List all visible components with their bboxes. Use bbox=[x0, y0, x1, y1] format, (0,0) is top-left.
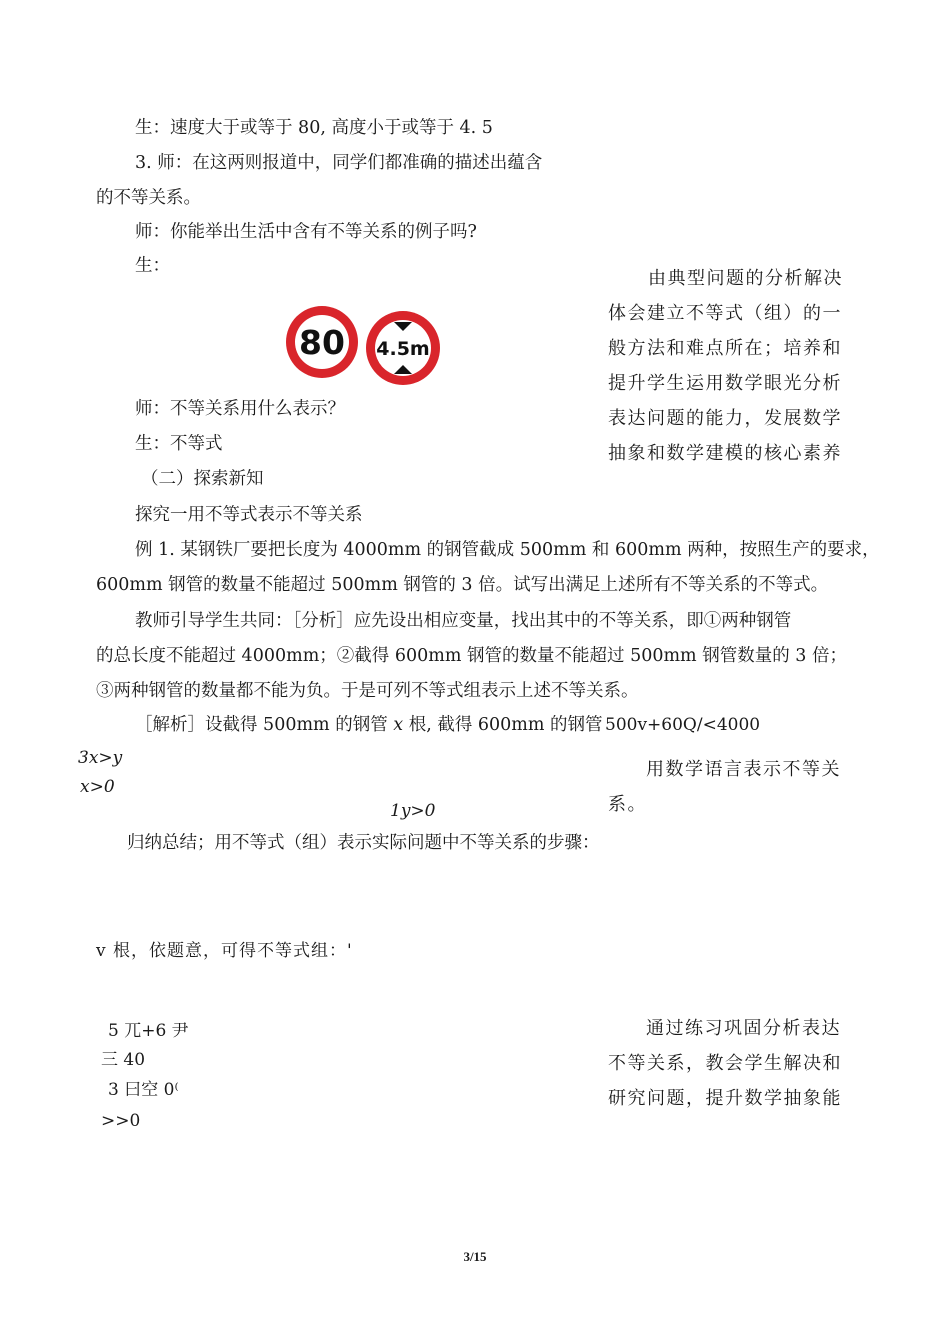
side-note-2-line: 系。 bbox=[608, 794, 647, 815]
example-1-line-2: 600mm 钢管的数量不能超过 500mm 钢管的 3 倍。试写出满足上述所有不等关系的不等式。 bbox=[96, 575, 829, 595]
summary-line: 归纳总结；用不等式（组）表示实际问题中不等关系的步骤： bbox=[127, 833, 600, 853]
side-note-1-line: 提升学生运用数学眼光分析 bbox=[608, 373, 842, 394]
example-1-line-1: 例 1. 某钢铁厂要把长度为 4000mm 的钢管截成 500mm 和 600mm 两种，按照生产的要求， bbox=[135, 540, 880, 560]
solution-line bbox=[135, 714, 603, 736]
exercise-eq-4: >>0 bbox=[101, 1111, 141, 1131]
math-x-gt-0: x>0 bbox=[80, 777, 115, 797]
side-note-design-intent bbox=[608, 261, 858, 471]
garbled-inequality-intro: v 根，依题意，可得不等式组：' bbox=[96, 941, 353, 961]
side-note-1-line: 体会建立不等式（组）的一 bbox=[608, 303, 842, 324]
line-student: 生： bbox=[135, 256, 170, 276]
analysis-line-3: ③两种钢管的数量都不能为负。于是可列不等式组表示上述不等关系。 bbox=[96, 681, 639, 701]
side-note-practice bbox=[608, 1011, 858, 1116]
section-heading-explore: （二）探索新知 bbox=[141, 469, 264, 489]
exercise-eq-1: 5 兀+6 尹 bbox=[108, 1021, 189, 1041]
line-student-inequality: 生：不等式 bbox=[135, 434, 223, 454]
math-3x-gt-y: 3x>y bbox=[78, 748, 123, 768]
side-note-2-line: 用数学语言表示不等关 bbox=[646, 759, 841, 780]
line-inequality-relation: 的不等关系。 bbox=[96, 188, 201, 208]
subheading-inquiry-one: 探究一用不等式表示不等关系 bbox=[135, 505, 363, 525]
height-limit-sign bbox=[364, 309, 442, 387]
side-note-3-line: 不等关系，教会学生解决和 bbox=[608, 1053, 842, 1074]
line-speed-height: 生：速度大于或等于 80, 高度小于或等于 4. 5 bbox=[135, 118, 493, 138]
line-teacher-question: 师：你能举出生活中含有不等关系的例子吗? bbox=[135, 222, 477, 242]
side-note-math-language bbox=[608, 752, 858, 822]
line-teacher-3: 3. 师：在这两则报道中，同学们都准确的描述出蕴含 bbox=[135, 153, 543, 173]
exercise-eq-2: 三 40 bbox=[101, 1050, 146, 1070]
speed-limit-value: 80 bbox=[299, 323, 345, 362]
solution-text-a: ［解析］设截得 500mm 的钢管 bbox=[135, 715, 394, 735]
analysis-line-2: 的总长度不能超过 4000mm；②截得 600mm 钢管的数量不能超过 500mm 钢管数量的 3 倍； bbox=[96, 646, 847, 666]
page-number: 3/15 bbox=[463, 1249, 487, 1264]
exercise-eq-3: 3 曰空 0⁽ bbox=[108, 1080, 179, 1100]
side-note-1-line: 般方法和难点所在；培养和 bbox=[608, 338, 842, 359]
solution-text-b: 根, 截得 600mm 的钢管 bbox=[403, 715, 603, 735]
side-note-3-line: 通过练习巩固分析表达 bbox=[646, 1018, 841, 1039]
speed-limit-sign bbox=[284, 304, 360, 380]
side-note-1-line: 抽象和数学建模的核心素养 bbox=[608, 443, 842, 464]
variable-x: x bbox=[393, 715, 404, 735]
analysis-line-1: 教师引导学生共同：［分析］应先设出相应变量，找出其中的不等关系，即①两种钢管 bbox=[135, 611, 792, 631]
solution-inequality-garbled: 500v+60Q/<4000 bbox=[605, 715, 761, 735]
line-teacher-represent: 师：不等关系用什么表示？ bbox=[135, 399, 345, 419]
math-y-gt-0: 1y>0 bbox=[390, 801, 436, 821]
height-limit-value: 4.5m bbox=[376, 338, 430, 360]
side-note-1-line: 由典型问题的分析解决 bbox=[648, 268, 843, 289]
side-note-3-line: 研究问题，提升数学抽象能 bbox=[608, 1088, 842, 1109]
side-note-1-line: 表达问题的能力，发展数学 bbox=[608, 408, 842, 429]
